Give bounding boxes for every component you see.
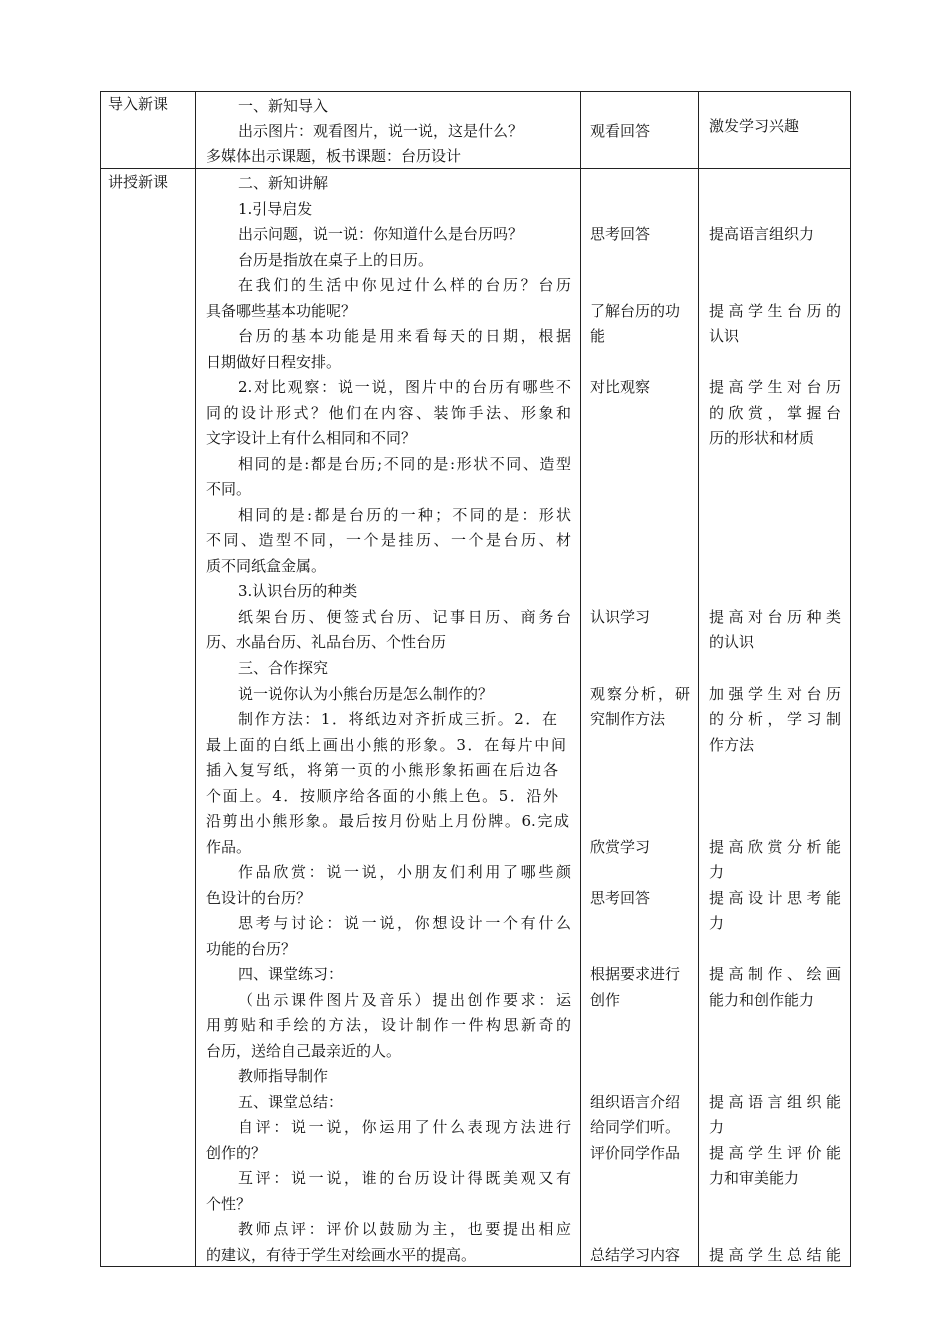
intent-line: 力 (709, 914, 725, 932)
content-line: 相同的是:都是台历;不同的是:形状不同、造型 (238, 455, 571, 473)
content-line: 三、合作探究 (238, 659, 329, 677)
student-line: 了解台历的功 (590, 302, 681, 320)
intent-line: 历的形状和材质 (709, 429, 815, 447)
content-line: 自评：说一说，你运用了什么表现方法进行 (238, 1118, 571, 1136)
student-line: 认识学习 (590, 608, 651, 626)
intent-line: 提高学生总结能 (709, 1246, 841, 1264)
content-line: 在我们的生活中你见过什么样的台历？台历 (238, 276, 571, 294)
content-line: 最上面的白纸上画出小熊的形象。3．在每片中间 (206, 736, 566, 754)
content-line: 作品。 (206, 838, 252, 856)
content-line: 用剪贴和手绘的方法，设计制作一件构思新奇的 (206, 1016, 571, 1034)
intent-line: 的认识 (709, 633, 755, 651)
content-line: 制作方法：1．将纸边对齐折成三折。2．在 (238, 710, 557, 728)
student-line: 评价同学作品 (590, 1144, 681, 1162)
content-line: 个性？ (206, 1195, 252, 1213)
student-line: 思考回答 (590, 889, 651, 907)
student-line: 观察分析，研 (590, 685, 690, 703)
content-line: 文字设计上有什么相同和不同？ (206, 429, 417, 447)
intent-line: 提高学生台历的 (709, 302, 841, 320)
intent-line: 提高学生对台历 (709, 378, 841, 396)
content-line: 具备哪些基本功能呢？ (206, 302, 357, 320)
content-line: 日期做好日程安排。 (206, 353, 342, 371)
intent-line: 力 (709, 863, 725, 881)
content-line: 台历，送给自己最亲近的人。 (206, 1042, 402, 1060)
student-line: 欣赏学习 (590, 838, 651, 856)
design-intent: 激发学习兴趣 (709, 117, 800, 135)
content-line: 创作的？ (206, 1144, 267, 1162)
content-line: 纸架台历、便签式台历、记事日历、商务台 (238, 608, 571, 626)
content-line: 四、课堂练习： (238, 965, 344, 983)
student-activity: 观看回答 (590, 122, 651, 140)
content-line: 台历是指放在桌子上的日历。 (238, 251, 434, 269)
content-line: 不同。 (206, 480, 252, 498)
student-line: 思考回答 (590, 225, 651, 243)
content-line: 1.引导启发 (238, 200, 313, 218)
stage-teach: 讲授新课 (108, 173, 169, 191)
content-line: 思考与讨论：说一说，你想设计一个有什么 (238, 914, 571, 932)
student-line: 给同学们听。 (590, 1118, 681, 1136)
content-line: 历、水晶台历、礼品台历、个性台历 (206, 633, 447, 651)
content-line: （出示课件图片及音乐）提出创作要求：运 (238, 991, 571, 1009)
intent-line: 力 (709, 1118, 725, 1136)
stage-intro: 导入新课 (108, 95, 169, 113)
intent-line: 认识 (709, 327, 740, 345)
content-line: 一、新知导入 (238, 97, 329, 115)
intent-line: 作方法 (709, 736, 755, 754)
intent-line: 力和审美能力 (709, 1169, 800, 1187)
content-line: 多媒体出示课题，板书课题：台历设计 (206, 147, 462, 165)
content-line: 台历的基本功能是用来看每天的日期，根据 (238, 327, 571, 345)
intent-line: 的分析，学习制 (709, 710, 841, 728)
student-line: 究制作方法 (590, 710, 666, 728)
content-line: 互评：说一说，谁的台历设计得既美观又有 (238, 1169, 571, 1187)
intent-line: 能力和创作能力 (709, 991, 815, 1009)
content-line: 沿剪出小熊形象。最后按月份贴上月份牌。6.完成 (206, 812, 569, 830)
content-line: 教师指导制作 (238, 1067, 329, 1085)
intent-line: 提高学生评价能 (709, 1144, 841, 1162)
content-line: 作品欣赏：说一说，小朋友们利用了哪些颜 (238, 863, 571, 881)
content-line: 教师点评：评价以鼓励为主，也要提出相应 (238, 1220, 571, 1238)
student-line: 组织语言介绍 (590, 1093, 681, 1111)
content-line: 个面上。4．按顺序给各面的小熊上色。5．沿外 (206, 787, 558, 805)
content-line: 插入复写纸，将第一页的小熊形象拓画在后边各 (206, 761, 558, 779)
student-line: 根据要求进行 (590, 965, 681, 983)
content-line: 相同的是:都是台历的一种；不同的是：形状 (238, 506, 571, 524)
content-line: 不同、造型不同，一个是挂历、一个是台历、材 (206, 531, 571, 549)
content-line: 二、新知讲解 (238, 174, 329, 192)
student-line: 对比观察 (590, 378, 651, 396)
intent-line: 提高对台历种类 (709, 608, 841, 626)
intent-line: 提高语言组织能 (709, 1093, 841, 1111)
intent-line: 提高制作、绘画 (709, 965, 841, 983)
content-line: 功能的台历？ (206, 940, 297, 958)
student-line: 总结学习内容 (590, 1246, 681, 1264)
content-line: 2.对比观察：说一说，图片中的台历有哪些不 (238, 378, 571, 396)
content-line: 出示图片：观看图片，说一说，这是什么？ (238, 122, 524, 140)
intent-line: 的欣赏，掌握台 (709, 404, 841, 422)
content-line: 色设计的台历？ (206, 889, 312, 907)
content-line: 3.认识台历的种类 (238, 582, 358, 600)
content-line: 出示问题，说一说：你知道什么是台历吗？ (238, 225, 524, 243)
student-line: 能 (590, 327, 606, 345)
intent-line: 提高语言组织力 (709, 225, 815, 243)
student-line: 创作 (590, 991, 621, 1009)
content-line: 的建议，有待于学生对绘画水平的提高。 (206, 1246, 477, 1264)
content-line: 五、课堂总结： (238, 1093, 344, 1111)
content-line: 质不同纸盒金属。 (206, 557, 327, 575)
intent-line: 加强学生对台历 (709, 685, 841, 703)
content-line: 说一说你认为小熊台历是怎么制作的？ (238, 685, 494, 703)
intent-line: 提高设计思考能 (709, 889, 841, 907)
content-line: 同的设计形式？他们在内容、装饰手法、形象和 (206, 404, 571, 422)
intent-line: 提高欣赏分析能 (709, 838, 841, 856)
